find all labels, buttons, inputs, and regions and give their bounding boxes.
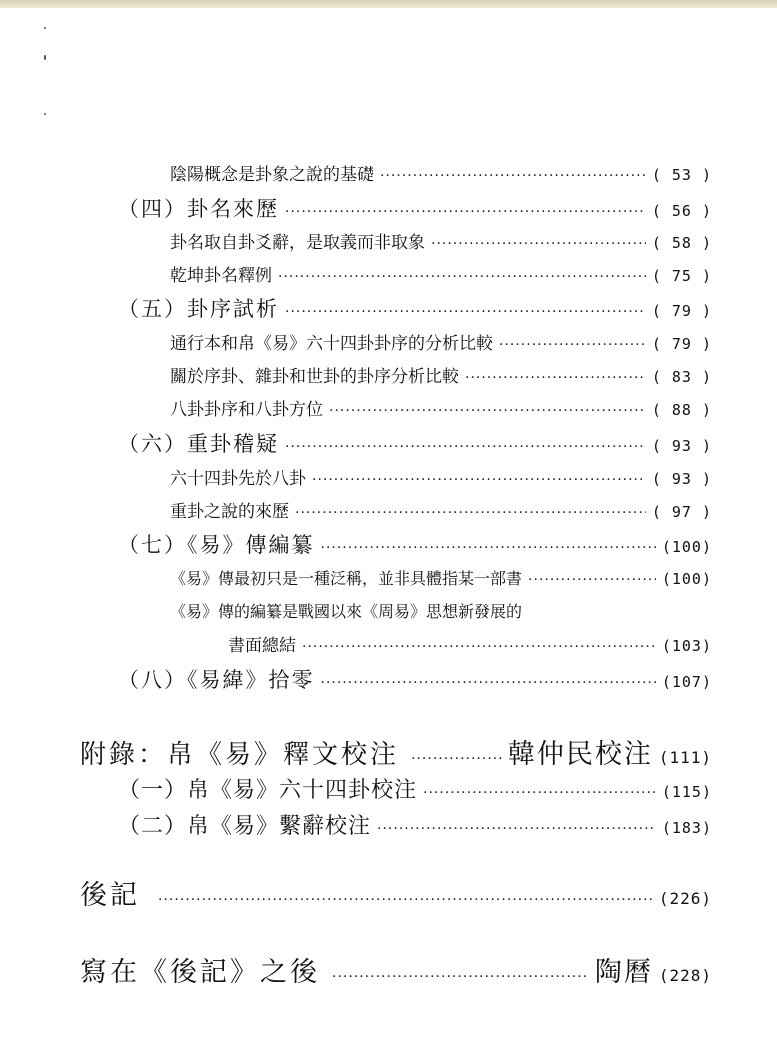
dot-leader — [158, 892, 653, 908]
toc-entry-title: 陰陽概念是卦象之說的基礎 — [170, 165, 374, 185]
toc-entry-title: 乾坤卦名釋例 — [170, 266, 272, 286]
toc-page-number: (183) — [661, 819, 712, 837]
toc-entry[interactable] — [228, 631, 712, 656]
scan-speck — [44, 27, 46, 29]
toc-section[interactable] — [118, 193, 712, 223]
toc-page-number: ( 88 ) — [651, 401, 712, 419]
dot-leader — [377, 821, 656, 837]
toc-entry-title: 書面總結 — [228, 636, 296, 656]
dot-leader — [431, 236, 646, 252]
toc-page-number: ( 53 ) — [651, 166, 712, 184]
dot-leader — [295, 505, 646, 521]
appendix-title: 附錄：帛《易》釋文校注 — [80, 740, 400, 770]
toc-entry-title: 卦名取自卦爻辭，是取義而非取象 — [170, 233, 425, 253]
toc-section-title: （八）《易緯》拾零 — [118, 668, 315, 692]
toc-entry[interactable] — [170, 228, 712, 253]
dot-leader — [528, 572, 656, 588]
toc-entry[interactable] — [170, 329, 712, 354]
toc-entry-title: 重卦之說的來歷 — [170, 502, 289, 522]
dot-leader — [332, 969, 589, 985]
after-postscript-author: 陶曆 — [594, 957, 653, 988]
toc-entry-title: 通行本和帛《易》六十四卦卦序的分析比較 — [170, 334, 493, 354]
appendix-author: 韓仲民校注 — [507, 739, 653, 770]
toc-page-number: ( 97 ) — [651, 503, 712, 521]
dot-leader — [302, 639, 656, 655]
toc-entry-title-line1: 《易》傳的編纂是戰國以來《周易》思想新發展的 — [170, 602, 523, 621]
dot-leader — [465, 370, 646, 386]
postscript-title: 後記 — [80, 880, 140, 911]
toc-appendix[interactable] — [80, 732, 712, 771]
toc-page-number: ( 93 ) — [651, 437, 712, 455]
toc-page-number: ( 93 ) — [651, 470, 712, 488]
toc-section[interactable] — [118, 293, 712, 323]
toc-entry-title: 八卦卦序和八卦方位 — [170, 400, 323, 420]
toc-page-number: (100) — [661, 570, 712, 588]
appendix-item-title: （二）帛《易》繫辭校注 — [118, 814, 372, 839]
dot-leader — [329, 403, 646, 419]
scan-speck — [44, 113, 46, 115]
dot-leader — [285, 439, 646, 455]
toc-page-number: ( 58 ) — [651, 234, 712, 252]
dot-leader — [285, 204, 646, 220]
toc-page-number: (107) — [661, 673, 712, 691]
toc-entry[interactable] — [170, 395, 712, 420]
toc-entry-title: 六十四卦先於八卦 — [170, 469, 306, 489]
toc-entry[interactable] — [170, 566, 712, 589]
toc-page-number: ( 75 ) — [651, 267, 712, 285]
toc-section[interactable] — [118, 529, 712, 559]
toc-page-number: ( 56 ) — [651, 202, 712, 220]
scan-speck — [44, 55, 46, 60]
scan-edge — [0, 0, 777, 8]
appendix-item-title: （一）帛《易》六十四卦校注 — [118, 778, 418, 803]
toc-section-title: （五）卦序試析 — [118, 297, 279, 321]
toc-entry[interactable] — [170, 160, 712, 185]
toc-section[interactable] — [118, 428, 712, 458]
dot-leader — [321, 675, 656, 691]
toc-section-title: （六）重卦稽疑 — [118, 432, 279, 456]
dot-leader — [499, 337, 646, 353]
dot-leader — [380, 168, 646, 184]
toc-section-title: （四）卦名來歷 — [118, 197, 279, 221]
toc-appendix-item[interactable] — [118, 809, 712, 840]
toc-page-number: ( 79 ) — [651, 335, 712, 353]
toc-page-number: (228) — [658, 966, 712, 985]
after-postscript-title: 寫在《後記》之後 — [80, 957, 320, 988]
toc-entry[interactable] — [170, 497, 712, 522]
dot-leader — [411, 751, 502, 767]
toc-after-postscript[interactable] — [80, 950, 712, 989]
toc-page-number: ( 83 ) — [651, 368, 712, 386]
toc-entry[interactable] — [170, 261, 712, 286]
dot-leader — [278, 269, 646, 285]
toc-page-number: (115) — [661, 783, 712, 801]
toc-entry[interactable] — [170, 362, 712, 387]
toc-entry[interactable] — [170, 464, 712, 489]
toc-page-number: (100) — [661, 538, 712, 556]
dot-leader — [285, 304, 646, 320]
toc-page-number: (226) — [658, 889, 712, 908]
toc-page-number: (111) — [658, 748, 712, 767]
toc-section-title: （七）《易》傳編纂 — [118, 533, 315, 557]
dot-leader — [423, 785, 656, 801]
toc-appendix-item[interactable] — [118, 773, 712, 804]
toc-entry-title: 《易》傳最初只是一種泛稱，並非具體指某一部書 — [170, 569, 523, 588]
toc-page-number: (103) — [661, 637, 712, 655]
toc-entry-title: 關於序卦、雜卦和世卦的卦序分析比較 — [170, 367, 459, 387]
toc-page-number: ( 79 ) — [651, 302, 712, 320]
dot-leader — [321, 540, 656, 556]
toc-postscript[interactable] — [80, 873, 712, 912]
dot-leader — [312, 472, 646, 488]
toc-section[interactable] — [118, 664, 712, 694]
